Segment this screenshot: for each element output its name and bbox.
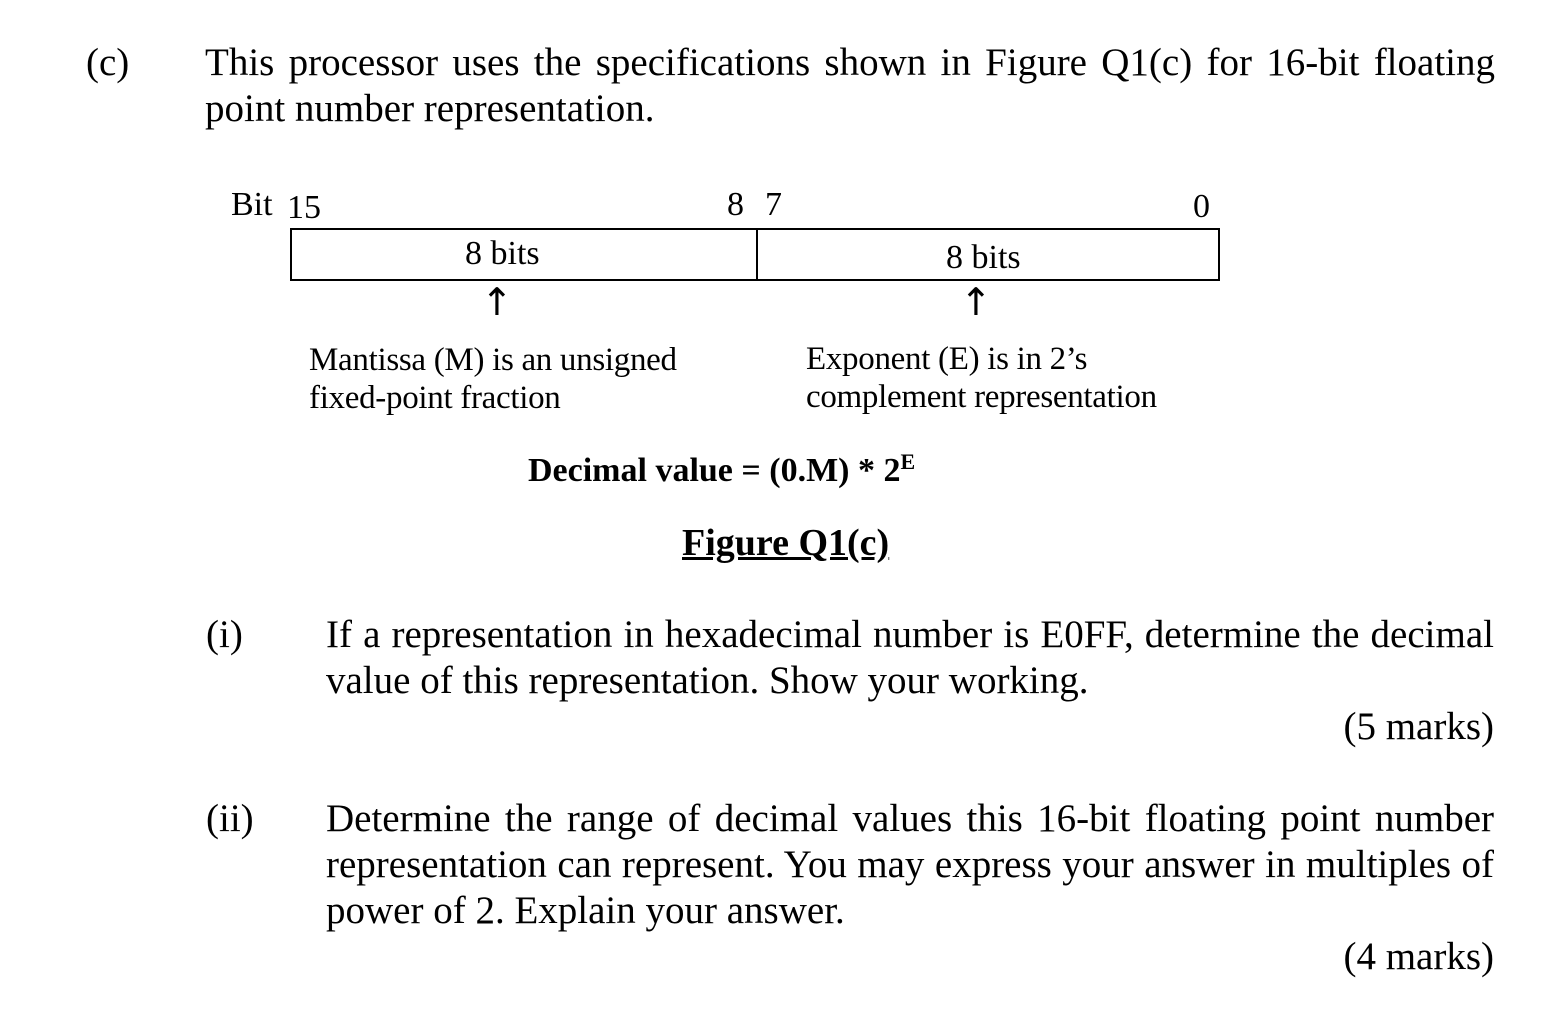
exponent-arrow-icon: ↑: [960, 280, 992, 324]
subquestion-i-text: If a representation in hexadecimal number is E0FF, determine the decimal value of this representation. Show your working.: [326, 613, 1494, 702]
bit-8-label: 8: [727, 186, 744, 223]
subquestion-ii-text: Determine the range of decimal values this 16-bit floating point number representation can represent. You may express your answer in multiples of power of 2. Explain your answer.: [326, 797, 1494, 932]
subquestion-ii-marks: (4 marks): [1343, 935, 1494, 978]
exponent-description: Exponent (E) is in 2’s complement representation: [806, 341, 1157, 415]
exponent-field-label: 8 bits: [946, 239, 1021, 276]
bit-7-label: 7: [765, 186, 782, 223]
subquestion-i-label: (i): [206, 613, 243, 656]
mantissa-arrow-icon: ↑: [481, 280, 513, 324]
bit-prefix-label: Bit: [231, 186, 273, 223]
bit-15-label: 15: [287, 189, 321, 226]
subquestion-ii-label: (ii): [206, 797, 254, 840]
subquestion-i-marks: (5 marks): [1343, 705, 1494, 748]
formula-exponent: E: [900, 449, 916, 474]
part-label: (c): [86, 41, 130, 84]
register-divider: [756, 228, 758, 281]
mantissa-description: Mantissa (M) is an unsigned fixed-point fraction: [309, 342, 677, 416]
bit-0-label: 0: [1193, 188, 1210, 225]
formula-main: Decimal value = (0.M) * 2: [528, 452, 901, 489]
register-box: [290, 228, 1220, 281]
decimal-value-formula: [528, 449, 916, 490]
mantissa-field-label: 8 bits: [465, 235, 540, 272]
figure-caption: Figure Q1(c): [682, 522, 890, 564]
question-intro: This processor uses the specifications shown in Figure Q1(c) for 16-bit floating point number representation.: [205, 41, 1495, 130]
